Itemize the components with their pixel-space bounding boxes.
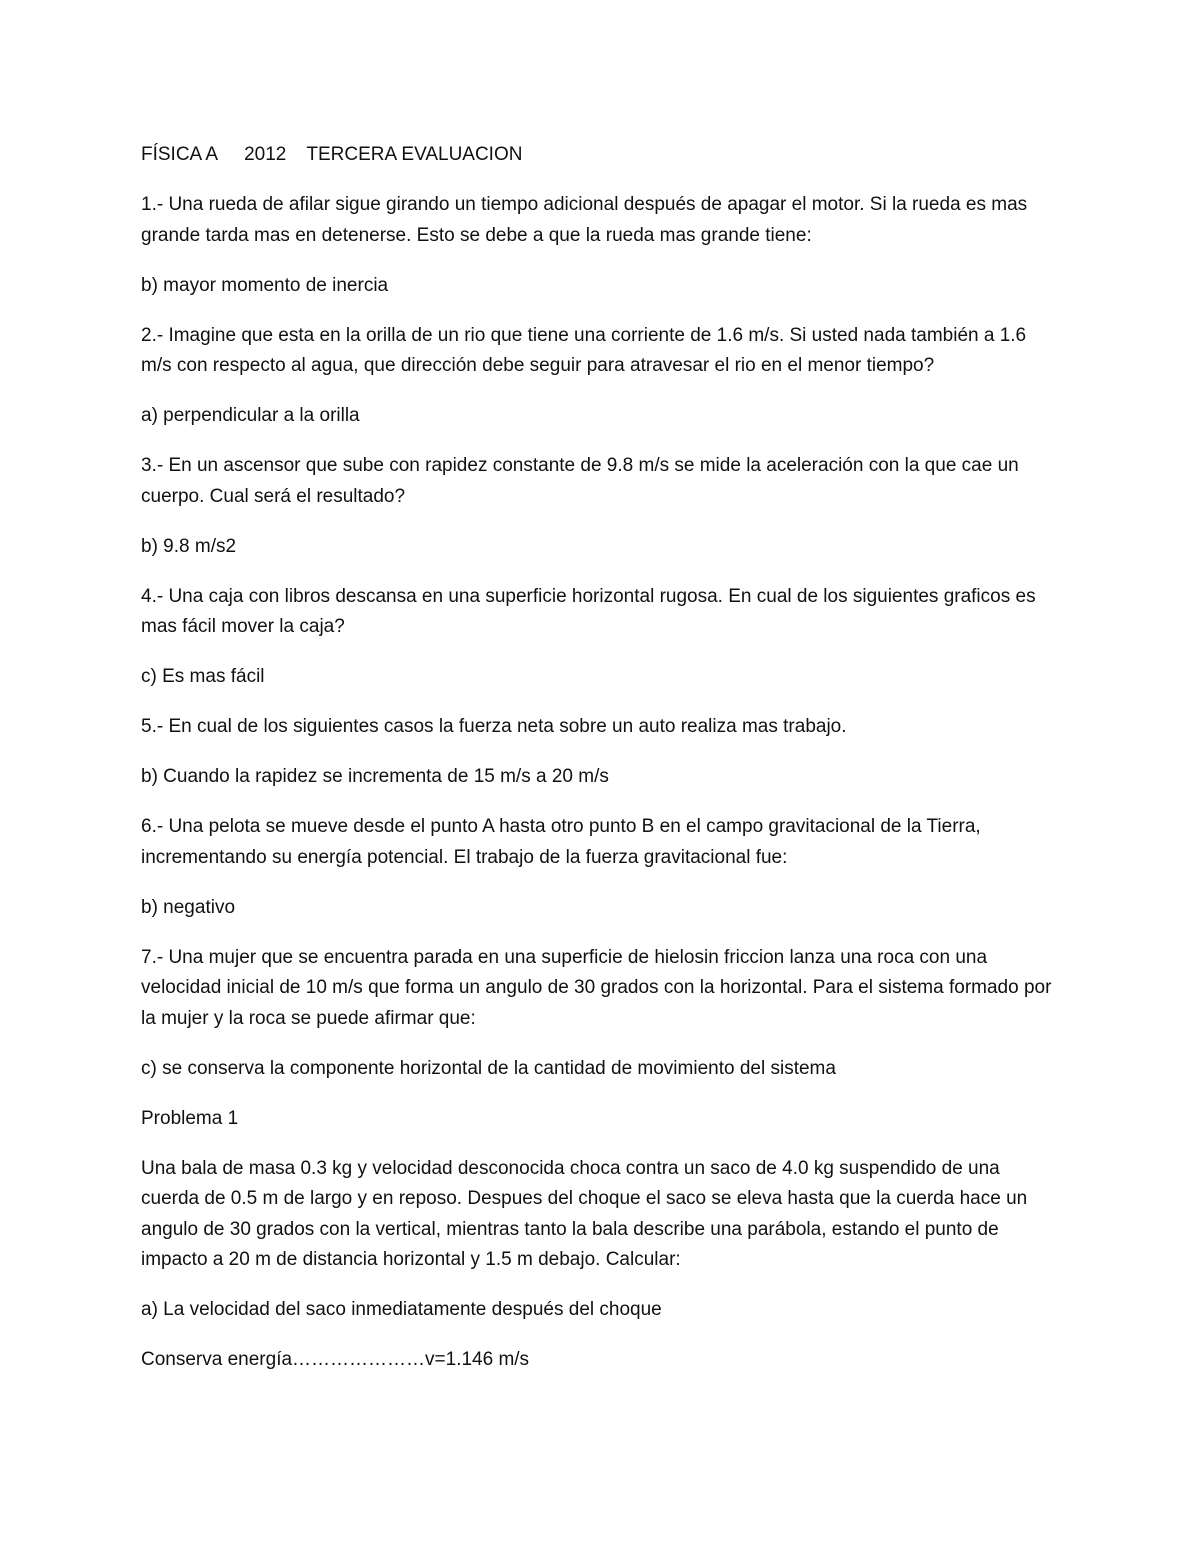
question-4-answer: c) Es mas fácil <box>141 666 265 687</box>
question-5-answer: b) Cuando la rapidez se incrementa de 15 m/s a 20 m/s <box>141 766 609 787</box>
document-page <box>141 140 1061 1395</box>
question-1-answer: b) mayor momento de inercia <box>141 274 389 296</box>
title-year: 2012 <box>244 144 287 165</box>
problem-heading: Problema 1 <box>141 1107 239 1129</box>
document-title <box>141 140 1061 171</box>
question-6-text: 6.- Una pelota se mueve desde el punto A hasta otro punto B en el campo gravitacional de la Tierra, incrementando su energía potencial. El trabajo de la fuerza gravitacional fue: <box>141 816 981 868</box>
title-subject: FÍSICA A <box>141 144 219 165</box>
question-2-text: 2.- Imagine que esta en la orilla de un rio que tiene una corriente de 1.6 m/s. Si usted nada también a 1.6 m/s con respecto al agua, que dirección debe seguir para atravesar el rio en el menor tiempo? <box>141 324 1027 376</box>
question-1-text: 1.- Una rueda de afilar sigue girando un tiempo adicional después de apagar el motor. Si la rueda es mas grande tarda mas en detenerse. Esto se debe a que la rueda mas grande tiene: <box>141 194 1028 246</box>
question-6-answer: b) negativo <box>141 896 236 918</box>
question-7-answer: c) se conserva la componente horizontal de la cantidad de movimiento del sistema <box>141 1057 836 1079</box>
question-3-text: 3.- En un ascensor que sube con rapidez constante de 9.8 m/s se mide la aceleración con la que cae un cuerpo. Cual será el resultado? <box>141 455 1019 507</box>
problem-solution-a: Conserva energía…………………v=1.146 m/s <box>141 1349 530 1370</box>
question-5-text: 5.- En cual de los siguientes casos la fuerza neta sobre un auto realiza mas trabajo. <box>141 716 847 737</box>
question-7-text: 7.- Una mujer que se encuentra parada en una superficie de hielosin friccion lanza una roca con una velocidad inicial de 10 m/s que forma un angulo de 30 grados con la horizontal. Para el sistema formado por la mujer y la roca se puede afirmar que: <box>141 946 1052 1029</box>
question-3-answer: b) 9.8 m/s2 <box>141 535 237 557</box>
question-4-text: 4.- Una caja con libros descansa en una superficie horizontal rugosa. En cual de los siguientes graficos es mas fácil mover la caja? <box>141 585 1036 637</box>
problem-part-a: a) La velocidad del saco inmediatamente después del choque <box>141 1299 662 1320</box>
problem-statement: Una bala de masa 0.3 kg y velocidad desconocida choca contra un saco de 4.0 kg suspendido de una cuerda de 0.5 m de largo y en reposo. Despues del choque el saco se eleva hasta que la cuerda hace un angulo de 30 grados con la vertical, mientras tanto la bala describe una parábola, estando el punto de impacto a 20 m de distancia horizontal y 1.5 m debajo. Calcular: <box>141 1157 1028 1270</box>
question-2-answer: a) perpendicular a la orilla <box>141 405 360 426</box>
title-exam: TERCERA EVALUACION <box>306 144 523 165</box>
